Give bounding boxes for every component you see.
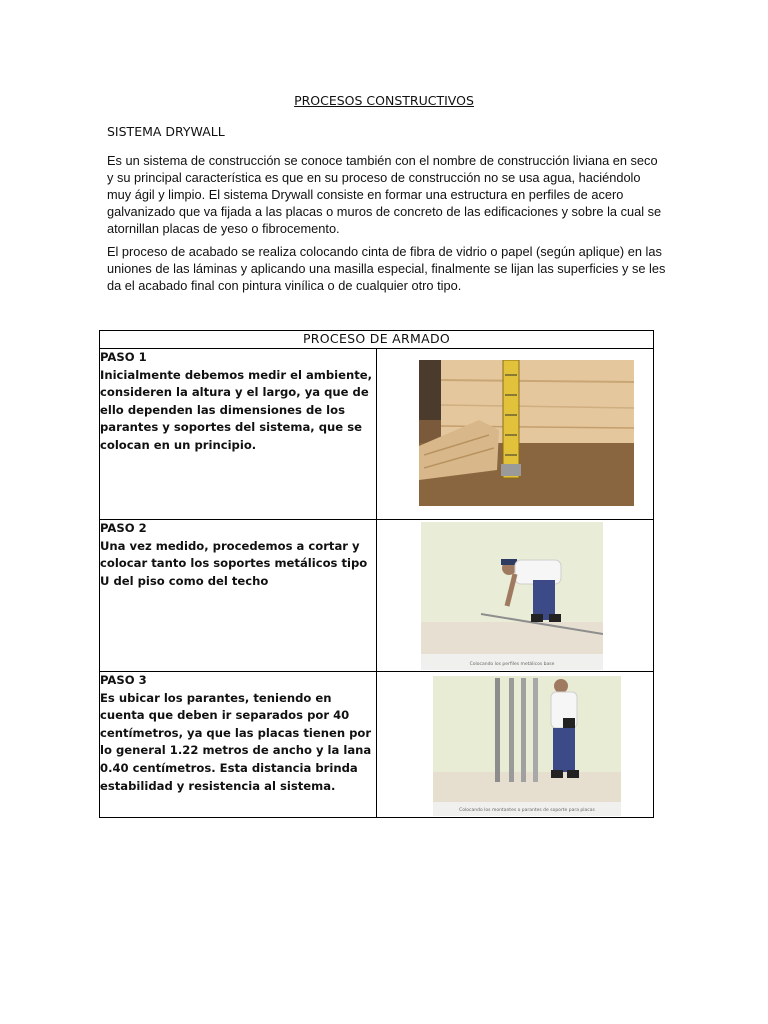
process-table [99, 330, 654, 818]
image-caption: Colocando los montantes o parantes de soporte para placas [459, 808, 595, 813]
step-text-cell [100, 520, 377, 672]
step-text-cell [100, 349, 377, 520]
section-subtitle: SISTEMA DRYWALL [107, 124, 225, 139]
table-header-row [100, 331, 654, 349]
finishing-paragraph: El proceso de acabado se realiza colocando cinta de fibra de vidrio o papel (según aplique) en las uniones de las láminas y aplicando una masilla especial, finalmente se lijan las superficies y se les da el acabado final con pintura vinílica o de cualquier otro tipo. [107, 244, 666, 293]
table-header: PROCESO DE ARMADO [100, 331, 654, 349]
tape-measure-photo [419, 360, 634, 506]
step-description: Es ubicar los parantes, teniendo en cuenta que deben ir separados por 40 centímetros, ya que las placas tienen por lo general 1.22 metros de ancho y la lana 0.40 centímetros. Esta distancia brinda estabilidad y resistencia al sistema. [100, 690, 372, 793]
table-row [100, 349, 654, 520]
step-label: PASO 1 [100, 350, 147, 364]
step-label: PASO 2 [100, 521, 147, 535]
worker-floor-track-photo [421, 522, 603, 670]
table-row [100, 520, 654, 672]
worker-studs-photo [433, 676, 621, 816]
table-row [100, 672, 654, 818]
page-title: PROCESOS CONSTRUCTIVOS [294, 93, 474, 108]
step-image-cell [377, 672, 654, 818]
step-text-cell [100, 672, 377, 818]
step-label: PASO 3 [100, 673, 147, 687]
step-description: Una vez medido, procedemos a cortar y colocar tanto los soportes metálicos tipo U del piso como del techo [100, 538, 368, 588]
step-description: Inicialmente debemos medir el ambiente, consideren la altura y el largo, ya que de ello dependen las dimensiones de los parantes y soportes del sistema, que se colocan en un principio. [100, 367, 373, 452]
step-image-cell [377, 349, 654, 520]
image-caption: Colocando los perfiles metálicos base [469, 662, 555, 667]
intro-paragraph: Es un sistema de construcción se conoce también con el nombre de construcción liviana en seco y su principal característica es que en su proceso de construcción no se usa agua, haciéndolo muy ágil y limpio. El sistema Drywall consiste en formar una estructura en perfiles de acero galvanizado que va fijada a las placas o muros de concreto de las edificaciones y sobre la cual se atornillan placas de yeso o fibrocemento. [107, 153, 662, 236]
step-image-cell [377, 520, 654, 672]
